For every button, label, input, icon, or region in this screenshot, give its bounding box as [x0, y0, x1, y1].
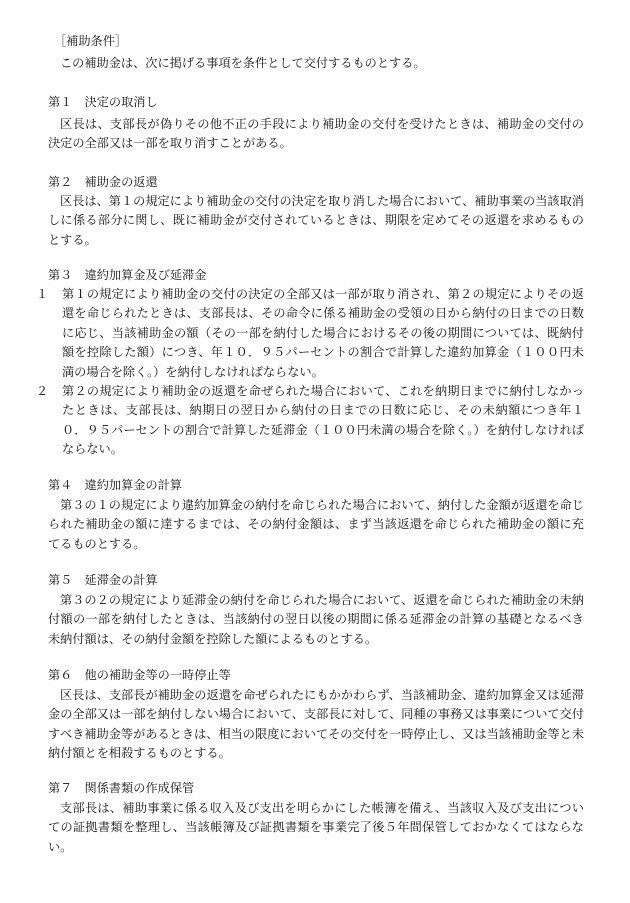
section-4-heading: 第４ 違約加算金の計算 — [48, 478, 183, 492]
section-5-body — [48, 591, 584, 649]
section-7-heading: 第７ 関係書類の作成保管 — [48, 781, 195, 795]
section-6-paragraph: 区長は、支部長が補助金の返還を命ぜられたにもかかわらず、当該補助金、違約加算金又は延滞金の全部又は一部を納付しない場合において、支部長に対して、同種の事務又は事業について交付すべき補助金等があるときは、相当の限度においてその交付を一時停止し、又は当該補助金等と未納付額とを相殺するものとする。 — [48, 688, 585, 761]
section-7-body — [48, 799, 584, 857]
conditions-intro: この補助金は、次に掲げる事項を条件として交付するものとする。 — [60, 56, 426, 70]
section-1-body — [48, 115, 584, 154]
list-item-number: ２ — [36, 384, 49, 399]
conditions-title: ［補助条件］ — [54, 34, 128, 48]
section-4-body — [48, 496, 584, 554]
list-item-number: １ — [36, 287, 49, 301]
section-2-heading: 第２ 補助金の返還 — [48, 175, 158, 189]
section-3-list — [36, 285, 584, 460]
section-1-heading: 第１ 決定の取消し — [48, 95, 158, 109]
section-2-paragraph: 区長は、第１の規定により補助金の交付の決定を取り消した場合において、補助事業の当該取消しに係る部分に関し、既に補助金が交付されているときは、期限を定めてその返還を求めるものとする。 — [48, 194, 584, 247]
list-item-text: 第１の規定により補助金の交付の決定の全部又は一部が取り消され、第２の規定によりその返還を命じられたときは、支部長は、その命令に係る補助金の受領の日から納付の日までの日数に応じ、当該補助金の額（その一部を納付した場合におけるその後の期間については、既納付額を控除した額）につき、年１０．９５パーセントの割合で計算した違約加算金（１００円未満の場合を除く。）を納付しなければならない。 — [62, 287, 584, 379]
list-item — [36, 285, 584, 382]
list-item — [36, 382, 584, 460]
list-item-text: 第２の規定により補助金の返還を命ぜられた場合において、これを納期日までに納付しなかったときは、支部長は、納期日の翌日から納付の日までの日数に応じ、その未納額につき年１０．９５パーセントの割合で計算した延滞金（１００円未満の場合を除く。）を納付しなければならない。 — [62, 384, 584, 457]
section-5-paragraph: 第３の２の規定により延滞金の納付を命じられた場合において、返還を命じられた補助金の未納付額の一部を納付したときは、当該納付の翌日以後の期間に係る延滞金の計算の基礎となるべき未納付額は、その納付金額を控除した額によるものとする。 — [48, 593, 584, 646]
section-5-heading: 第５ 延滞金の計算 — [48, 573, 158, 587]
section-1-paragraph: 区長は、支部長が偽りその他不正の手段により補助金の交付を受けたときは、補助金の交付の決定の全部又は一部を取り消すことがある。 — [48, 117, 584, 151]
section-6-heading: 第６ 他の補助金等の一時停止等 — [48, 668, 231, 682]
section-2-body — [48, 192, 584, 250]
section-4-paragraph: 第３の１の規定により違約加算金の納付を命じられた場合において、納付した金額が返還を命じられた補助金の額に達するまでは、その納付金額は、まず当該返還を命じられた補助金の額に充てるものとする。 — [48, 498, 584, 551]
section-7-paragraph: 支部長は、補助事業に係る収入及び支出を明らかにした帳簿を備え、当該収入及び支出についての証拠書類を整理し、当該帳簿及び証拠書類を事業完了後５年間保管しておかなくてはならない。 — [48, 801, 584, 854]
section-3-heading: 第３ 違約加算金及び延滞金 — [48, 268, 207, 282]
section-6-body — [48, 686, 584, 764]
